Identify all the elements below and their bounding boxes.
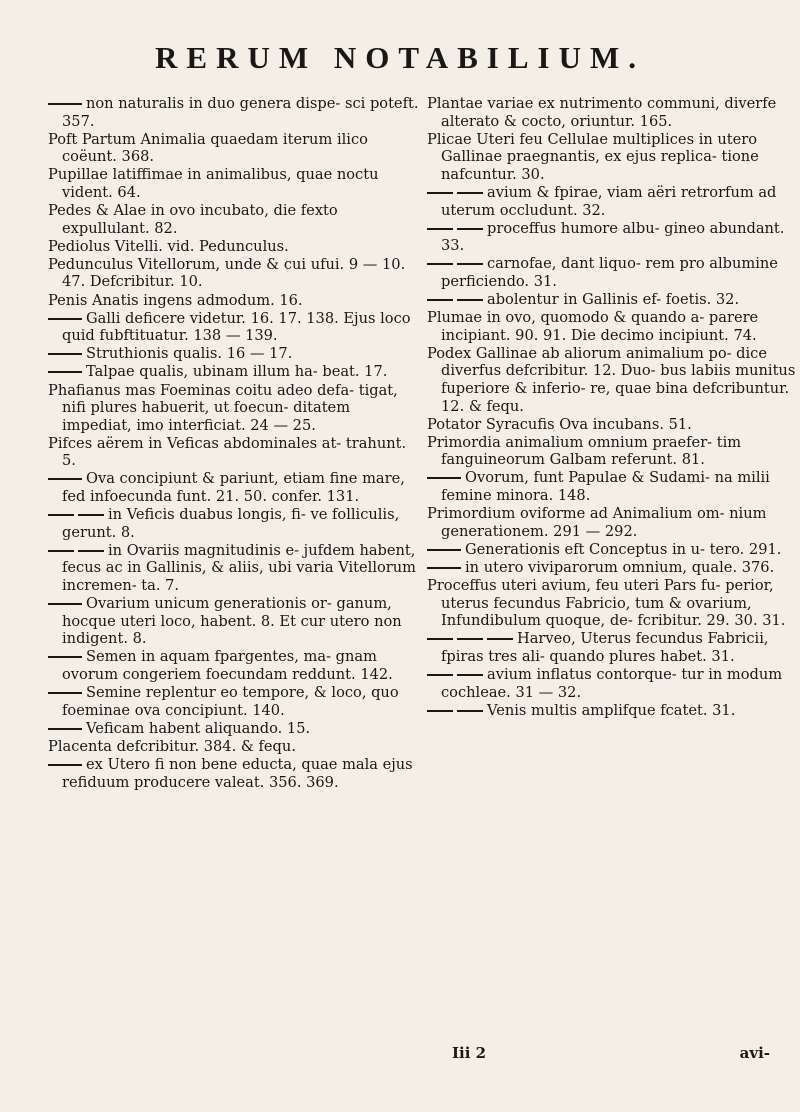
index-entry: Pupillae latiffimae in animalibus, quae noctu vident. 64. (48, 166, 379, 201)
ditto-dash (427, 638, 453, 640)
index-entry: Plumae in ovo, quomodo & quando a- parere incipiant. 90. 91. Die decimo incipiunt. 74. (427, 309, 759, 344)
ditto-dash (427, 299, 453, 301)
ditto-dash (48, 603, 82, 605)
ditto-dash (427, 192, 453, 194)
index-entry: proceffus humore albu- gineo abundant. 33. (427, 220, 797, 255)
index-entry: in utero viviparorum omnium, quale. 376. (427, 559, 797, 577)
index-entry: Pifces aërem in Veficas abdominales at- trahunt. 5. (48, 434, 407, 470)
ditto-dash (48, 514, 74, 516)
ditto-dash (48, 728, 82, 730)
page-footer (440, 1044, 780, 1062)
index-entry: Phafianus mas Foeminas coitu adeo defa- tigat, nifi plures habuerit, ut foecun- ditatem impediat, imo interficiat. 24 — 25. (48, 381, 398, 434)
ditto-dash (48, 353, 82, 355)
index-entry: Ovarium unicum generationis or- ganum, hocque uteri loco, habent. 8. Et cur utero non indigent. 8. (48, 595, 420, 648)
index-entry: Talpae qualis, ubinam illum ha- beat. 17. (48, 363, 420, 381)
index-entry: in Veficis duabus longis, fi- ve folliculis, gerunt. 8. (48, 506, 420, 541)
ditto-dash (457, 263, 483, 265)
index-entry: Pediolus Vitelli. vid. Pedunculus. (48, 237, 289, 255)
index-entry: Harveo, Uterus fecundus Fabricii, fpiras tres ali- quando plures habet. 31. (427, 630, 797, 665)
ditto-dash (78, 514, 104, 516)
index-entry: Placenta defcribitur. 384. & fequ. (48, 737, 296, 755)
ditto-dash (457, 228, 483, 230)
index-entry: Pedunculus Vitellorum, unde & cui ufui. 9 — 10. 47. Defcribitur. 10. (48, 255, 406, 291)
ditto-dash (48, 478, 82, 480)
ditto-dash (48, 103, 82, 105)
index-entry: ex Utero fi non bene educta, quae mala ejus refiduum producere valeat. 356. 369. (48, 756, 420, 791)
right-column (427, 95, 797, 720)
ditto-dash (427, 549, 461, 551)
index-entry: Ovorum, funt Papulae & Sudami- na milii femine minora. 148. (427, 469, 797, 504)
index-entry: Primordia animalium omnium praefer- tim fanguineorum Galbam referunt. 81. (427, 433, 742, 469)
index-entry: carnofae, dant liquo- rem pro albumine perficiendo. 31. (427, 255, 797, 290)
ditto-dash (427, 710, 453, 712)
ditto-dash (427, 674, 453, 676)
index-entry: Proceffus uteri avium, feu uteri Pars fu- perior, uterus fecundus Fabricio, tum & ovarium, Infundibulum quoque, de- fcribitur. 29. 30. 31. (427, 577, 786, 630)
ditto-dash (48, 318, 82, 320)
index-entry: Veficam habent aliquando. 15. (48, 720, 420, 738)
ditto-dash (48, 764, 82, 766)
index-entry: Semine replentur eo tempore, & loco, quo foeminae ova concipiunt. 140. (48, 684, 420, 719)
index-entry: Poft Partum Animalia quaedam iterum ilico coëunt. 368. (48, 130, 368, 166)
index-entry: Generationis eft Conceptus in u- tero. 291. (427, 541, 797, 559)
left-column (48, 95, 420, 792)
index-entry: avium inflatus contorque- tur in modum cochleae. 31 — 32. (427, 666, 797, 701)
ditto-dash (457, 710, 483, 712)
ditto-dash (427, 567, 461, 569)
index-entry: Potator Syracufis Ova incubans. 51. (427, 415, 692, 433)
ditto-dash (457, 674, 483, 676)
index-entry: in Ovariis magnitudinis e- jufdem habent, fecus ac in Gallinis, & aliis, ubi varia Vitellorum incremen- ta. 7. (48, 542, 420, 595)
ditto-dash (457, 299, 483, 301)
index-entry: Pedes & Alae in ovo incubato, die fexto expullulant. 82. (48, 202, 338, 237)
ditto-dash (457, 638, 483, 640)
index-entry: Podex Gallinae ab aliorum animalium po- dice diverfus defcribitur. 12. Duo- bus labiis munitus fuperiore & inferio- re, quae bina defcribuntur. 12. & fequ. (427, 344, 796, 415)
index-entry: Semen in aquam fpargentes, ma- gnam ovorum congeriem foecundam reddunt. 142. (48, 648, 420, 683)
ditto-dash (48, 550, 74, 552)
signature-mark: Iii 2 (452, 1044, 487, 1062)
catchword: avi- (739, 1044, 770, 1062)
index-entry: abolentur in Gallinis ef- foetis. 32. (427, 291, 797, 309)
index-entry: Penis Anatis ingens admodum. 16. (48, 291, 303, 309)
ditto-dash (427, 263, 453, 265)
index-entry: Galli deficere videtur. 16. 17. 138. Ejus loco quid fubftituatur. 138 — 139. (48, 310, 420, 345)
ditto-dash (78, 550, 104, 552)
ditto-dash (48, 371, 82, 373)
index-entry: Ova concipiunt & pariunt, etiam fine mare, fed infoecunda funt. 21. 50. confer. 131. (48, 470, 420, 505)
index-entry: Primordium oviforme ad Animalium om- nium generationem. 291 — 292. (427, 505, 767, 540)
ditto-dash (48, 656, 82, 658)
ditto-dash (48, 692, 82, 694)
index-entry: Venis multis amplifque fcatet. 31. (427, 702, 797, 720)
index-entry: non naturalis in duo genera dispe- sci poteft. 357. (48, 95, 420, 130)
ditto-dash (457, 192, 483, 194)
ditto-dash (487, 638, 513, 640)
page-header: RERUM NOTABILIUM. (155, 40, 645, 75)
index-entry: Plantae variae ex nutrimento communi, diverfe alterato & cocto, oriuntur. 165. (427, 95, 777, 130)
index-entry: avium & fpirae, viam aëri retrorfum ad uterum occludunt. 32. (427, 184, 797, 219)
index-entry: Plicae Uteri feu Cellulae multiplices in utero Gallinae praegnantis, ex ejus replica- tione nafcuntur. 30. (427, 130, 759, 183)
ditto-dash (427, 228, 453, 230)
index-entry: Struthionis qualis. 16 — 17. (48, 345, 420, 363)
ditto-dash (427, 477, 461, 479)
